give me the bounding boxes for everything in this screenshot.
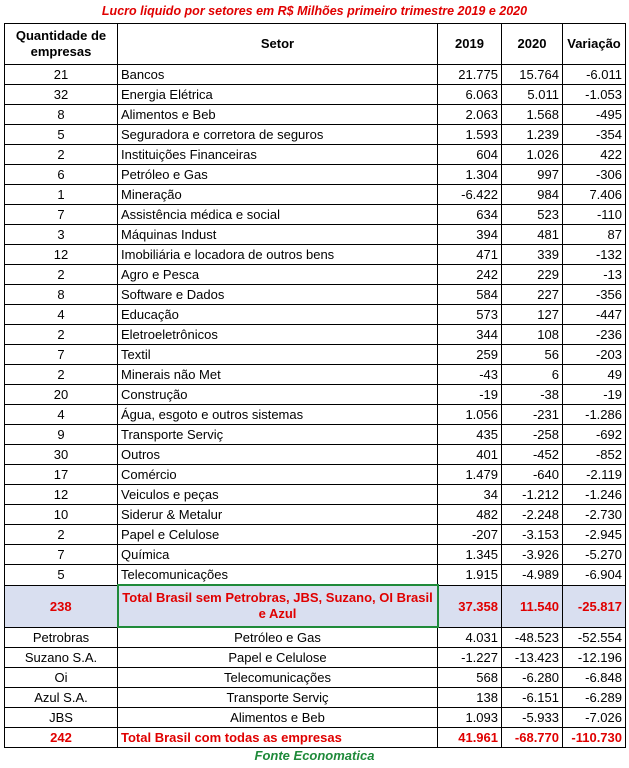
cell-variacao[interactable]: -852 [563,445,626,465]
cell-quantidade[interactable]: 242 [5,728,118,748]
cell-2019[interactable]: 242 [438,265,502,285]
cell-2019[interactable]: -19 [438,385,502,405]
cell-quantidade[interactable]: 21 [5,65,118,85]
cell-variacao[interactable]: -495 [563,105,626,125]
cell-setor[interactable]: Alimentos e Beb [118,708,438,728]
cell-2019[interactable]: 344 [438,325,502,345]
cell-2019[interactable]: 41.961 [438,728,502,748]
cell-setor[interactable]: Transporte Serviç [118,425,438,445]
cell-setor[interactable]: Papel e Celulose [118,648,438,668]
cell-setor[interactable]: Energia Elétrica [118,85,438,105]
cell-quantidade[interactable]: 2 [5,325,118,345]
cell-quantidade[interactable]: JBS [5,708,118,728]
table-row [5,405,626,425]
cell-2020[interactable]: -452 [502,445,563,465]
cell-variacao[interactable]: -236 [563,325,626,345]
cell-setor[interactable]: Software e Dados [118,285,438,305]
cell-2019[interactable]: 634 [438,205,502,225]
cell-quantidade[interactable]: 238 [5,585,118,627]
header-2019[interactable]: 2019 [438,24,502,65]
cell-2019[interactable]: 1.345 [438,545,502,565]
cell-2020[interactable]: 56 [502,345,563,365]
cell-variacao[interactable]: -1.286 [563,405,626,425]
cell-variacao[interactable]: -6.289 [563,688,626,708]
cell-2019[interactable]: 604 [438,145,502,165]
cell-setor[interactable]: Agro e Pesca [118,265,438,285]
cell-variacao[interactable]: -110.730 [563,728,626,748]
header-2020[interactable]: 2020 [502,24,563,65]
cell-2019[interactable]: 37.358 [438,585,502,627]
table-row [5,65,626,85]
cell-2020[interactable]: -3.153 [502,525,563,545]
company-row [5,668,626,688]
cell-setor[interactable]: Construção [118,385,438,405]
table-row [5,185,626,205]
table-row [5,205,626,225]
cell-quantidade[interactable]: 8 [5,105,118,125]
cell-setor[interactable]: Petróleo e Gas [118,165,438,185]
cell-2020[interactable]: 481 [502,225,563,245]
cell-quantidade[interactable]: 5 [5,125,118,145]
cell-2020[interactable]: -4.989 [502,565,563,586]
cell-quantidade[interactable]: 4 [5,305,118,325]
cell-quantidade[interactable]: 30 [5,445,118,465]
cell-variacao[interactable]: -19 [563,385,626,405]
cell-2020[interactable]: 11.540 [502,585,563,627]
cell-variacao[interactable]: -6.904 [563,565,626,586]
cell-2020[interactable]: 15.764 [502,65,563,85]
table-row [5,525,626,545]
cell-setor[interactable]: Total Brasil com todas as empresas [118,728,438,748]
header-setor[interactable]: Setor [118,24,438,65]
cell-variacao[interactable]: -110 [563,205,626,225]
cell-2019[interactable]: 6.063 [438,85,502,105]
cell-setor[interactable]: Petróleo e Gas [118,627,438,648]
cell-setor[interactable]: Outros [118,445,438,465]
table-row [5,445,626,465]
cell-2019[interactable]: 34 [438,485,502,505]
table-row [5,125,626,145]
cell-variacao[interactable]: -25.817 [563,585,626,627]
table-row [5,565,626,586]
table-title: Lucro liquido por setores em R$ Milhões primeiro trimestre 2019 e 2020 [101,4,528,18]
cell-setor[interactable]: Imobiliária e locadora de outros bens [118,245,438,265]
cell-2019[interactable]: 482 [438,505,502,525]
cell-2019[interactable]: 1.056 [438,405,502,425]
cell-setor[interactable]: Papel e Celulose [118,525,438,545]
cell-quantidade[interactable]: Azul S.A. [5,688,118,708]
cell-quantidade[interactable]: 5 [5,565,118,586]
table-row [5,305,626,325]
cell-2019[interactable]: 573 [438,305,502,325]
cell-setor[interactable]: Alimentos e Beb [118,105,438,125]
cell-quantidade[interactable]: 12 [5,245,118,265]
cell-2020[interactable]: 6 [502,365,563,385]
cell-2019[interactable]: 435 [438,425,502,445]
header-quantidade[interactable]: Quantidade de empresas [5,24,118,65]
cell-2019[interactable]: -6.422 [438,185,502,205]
cell-variacao[interactable]: -132 [563,245,626,265]
cell-quantidade[interactable]: 2 [5,525,118,545]
company-row [5,627,626,648]
cell-variacao[interactable]: -6.848 [563,668,626,688]
cell-quantidade[interactable]: 1 [5,185,118,205]
company-row [5,688,626,708]
cell-quantidade[interactable]: Petrobras [5,627,118,648]
cell-2019[interactable]: 259 [438,345,502,365]
cell-2020[interactable]: -13.423 [502,648,563,668]
cell-2020[interactable]: 997 [502,165,563,185]
table-row [5,345,626,365]
cell-setor[interactable]: Instituições Financeiras [118,145,438,165]
cell-2020[interactable]: -38 [502,385,563,405]
source-note: Fonte Economatica [254,748,375,763]
cell-variacao[interactable]: -692 [563,425,626,445]
company-row [5,648,626,668]
cell-2019[interactable]: 568 [438,668,502,688]
table-row [5,105,626,125]
cell-2020[interactable]: 229 [502,265,563,285]
table-row [5,245,626,265]
cell-quantidade[interactable]: 3 [5,225,118,245]
cell-quantidade[interactable]: 7 [5,345,118,365]
cell-2020[interactable]: -640 [502,465,563,485]
company-row [5,708,626,728]
cell-2019[interactable]: -207 [438,525,502,545]
cell-setor[interactable]: Telecomunicações [118,565,438,586]
cell-2019[interactable]: -1.227 [438,648,502,668]
cell-quantidade[interactable]: 4 [5,405,118,425]
cell-setor[interactable]: Comércio [118,465,438,485]
cell-setor[interactable]: Seguradora e corretora de seguros [118,125,438,145]
cell-2019[interactable]: 1.593 [438,125,502,145]
cell-variacao[interactable]: -52.554 [563,627,626,648]
cell-2019[interactable]: 471 [438,245,502,265]
cell-2020[interactable]: -68.770 [502,728,563,748]
total-row-todas-empresas [5,728,626,748]
cell-2020[interactable]: -5.933 [502,708,563,728]
table-row [5,365,626,385]
cell-2020[interactable]: 523 [502,205,563,225]
header-row [5,24,626,65]
table-row [5,545,626,565]
cell-2020[interactable]: 1.568 [502,105,563,125]
cell-variacao[interactable]: -203 [563,345,626,365]
cell-2020[interactable]: 227 [502,285,563,305]
cell-2020[interactable]: 127 [502,305,563,325]
cell-2019[interactable]: 2.063 [438,105,502,125]
cell-2019[interactable]: 4.031 [438,627,502,648]
cell-2019[interactable]: 21.775 [438,65,502,85]
cell-setor[interactable]: Eletroeletrônicos [118,325,438,345]
table-row [5,145,626,165]
cell-variacao[interactable]: 87 [563,225,626,245]
cell-setor[interactable]: Veiculos e peças [118,485,438,505]
cell-quantidade[interactable]: 9 [5,425,118,445]
cell-quantidade[interactable]: Oi [5,668,118,688]
cell-quantidade[interactable]: 20 [5,385,118,405]
cell-2020[interactable]: -2.248 [502,505,563,525]
cell-2020[interactable]: -258 [502,425,563,445]
cell-setor[interactable]: Transporte Serviç [118,688,438,708]
table-row [5,85,626,105]
cell-2020[interactable]: 108 [502,325,563,345]
cell-2019[interactable]: 1.093 [438,708,502,728]
table-row [5,265,626,285]
cell-variacao[interactable]: 7.406 [563,185,626,205]
cell-2020[interactable]: -3.926 [502,545,563,565]
cell-variacao[interactable]: -2.119 [563,465,626,485]
cell-2020[interactable]: 984 [502,185,563,205]
cell-variacao[interactable]: 422 [563,145,626,165]
cell-2020[interactable]: -1.212 [502,485,563,505]
cell-setor[interactable]: Minerais não Met [118,365,438,385]
cell-2020[interactable]: -6.151 [502,688,563,708]
cell-setor[interactable]: Máquinas Indust [118,225,438,245]
cell-2020[interactable]: 1.239 [502,125,563,145]
cell-variacao[interactable]: -6.011 [563,65,626,85]
cell-2019[interactable]: 1.479 [438,465,502,485]
cell-quantidade[interactable]: 17 [5,465,118,485]
cell-setor[interactable]: Química [118,545,438,565]
cell-setor[interactable]: Textil [118,345,438,365]
cell-2020[interactable]: 5.011 [502,85,563,105]
cell-quantidade[interactable]: 2 [5,145,118,165]
cell-quantidade[interactable]: 10 [5,505,118,525]
table-row [5,325,626,345]
table-row [5,285,626,305]
cell-2019[interactable]: 394 [438,225,502,245]
cell-variacao[interactable]: -12.196 [563,648,626,668]
cell-setor[interactable]: Assistência médica e social [118,205,438,225]
cell-variacao[interactable]: -5.270 [563,545,626,565]
table-row [5,465,626,485]
cell-variacao[interactable]: -13 [563,265,626,285]
table-row [5,225,626,245]
cell-2019[interactable]: 1.304 [438,165,502,185]
cell-2020[interactable]: -6.280 [502,668,563,688]
cell-setor[interactable]: Educação [118,305,438,325]
table-row [5,165,626,185]
cell-variacao[interactable]: 49 [563,365,626,385]
cell-2019[interactable]: 1.915 [438,565,502,586]
cell-variacao[interactable]: -306 [563,165,626,185]
cell-2019[interactable]: -43 [438,365,502,385]
cell-quantidade[interactable]: 12 [5,485,118,505]
cell-quantidade[interactable]: 6 [5,165,118,185]
cell-variacao[interactable]: -2.730 [563,505,626,525]
cell-quantidade[interactable]: 2 [5,365,118,385]
cell-setor[interactable]: Siderur & Metalur [118,505,438,525]
cell-variacao[interactable]: -354 [563,125,626,145]
cell-variacao[interactable]: -447 [563,305,626,325]
cell-variacao[interactable]: -1.246 [563,485,626,505]
cell-setor[interactable]: Mineração [118,185,438,205]
cell-quantidade[interactable]: 7 [5,545,118,565]
cell-2019[interactable]: 401 [438,445,502,465]
cell-2019[interactable]: 138 [438,688,502,708]
cell-variacao[interactable]: -2.945 [563,525,626,545]
profit-table [4,23,626,748]
table-row [5,485,626,505]
cell-quantidade[interactable]: 32 [5,85,118,105]
cell-setor[interactable]: Água, esgoto e outros sistemas [118,405,438,425]
cell-2020[interactable]: -48.523 [502,627,563,648]
cell-2020[interactable]: 339 [502,245,563,265]
cell-quantidade[interactable]: 8 [5,285,118,305]
table-row [5,385,626,405]
cell-quantidade[interactable]: 2 [5,265,118,285]
table-row [5,425,626,445]
cell-2019[interactable]: 584 [438,285,502,305]
header-variacao[interactable]: Variação [563,24,626,65]
cell-setor[interactable]: Bancos [118,65,438,85]
cell-variacao[interactable]: -7.026 [563,708,626,728]
cell-variacao[interactable]: -1.053 [563,85,626,105]
cell-setor[interactable]: Telecomunicações [118,668,438,688]
table-row [5,505,626,525]
cell-2020[interactable]: 1.026 [502,145,563,165]
cell-variacao[interactable]: -356 [563,285,626,305]
total-row-sem-empresas [5,585,626,627]
cell-setor[interactable]: Total Brasil sem Petrobras, JBS, Suzano, OI Brasil e Azul [118,585,438,627]
cell-quantidade[interactable]: Suzano S.A. [5,648,118,668]
cell-quantidade[interactable]: 7 [5,205,118,225]
cell-2020[interactable]: -231 [502,405,563,425]
